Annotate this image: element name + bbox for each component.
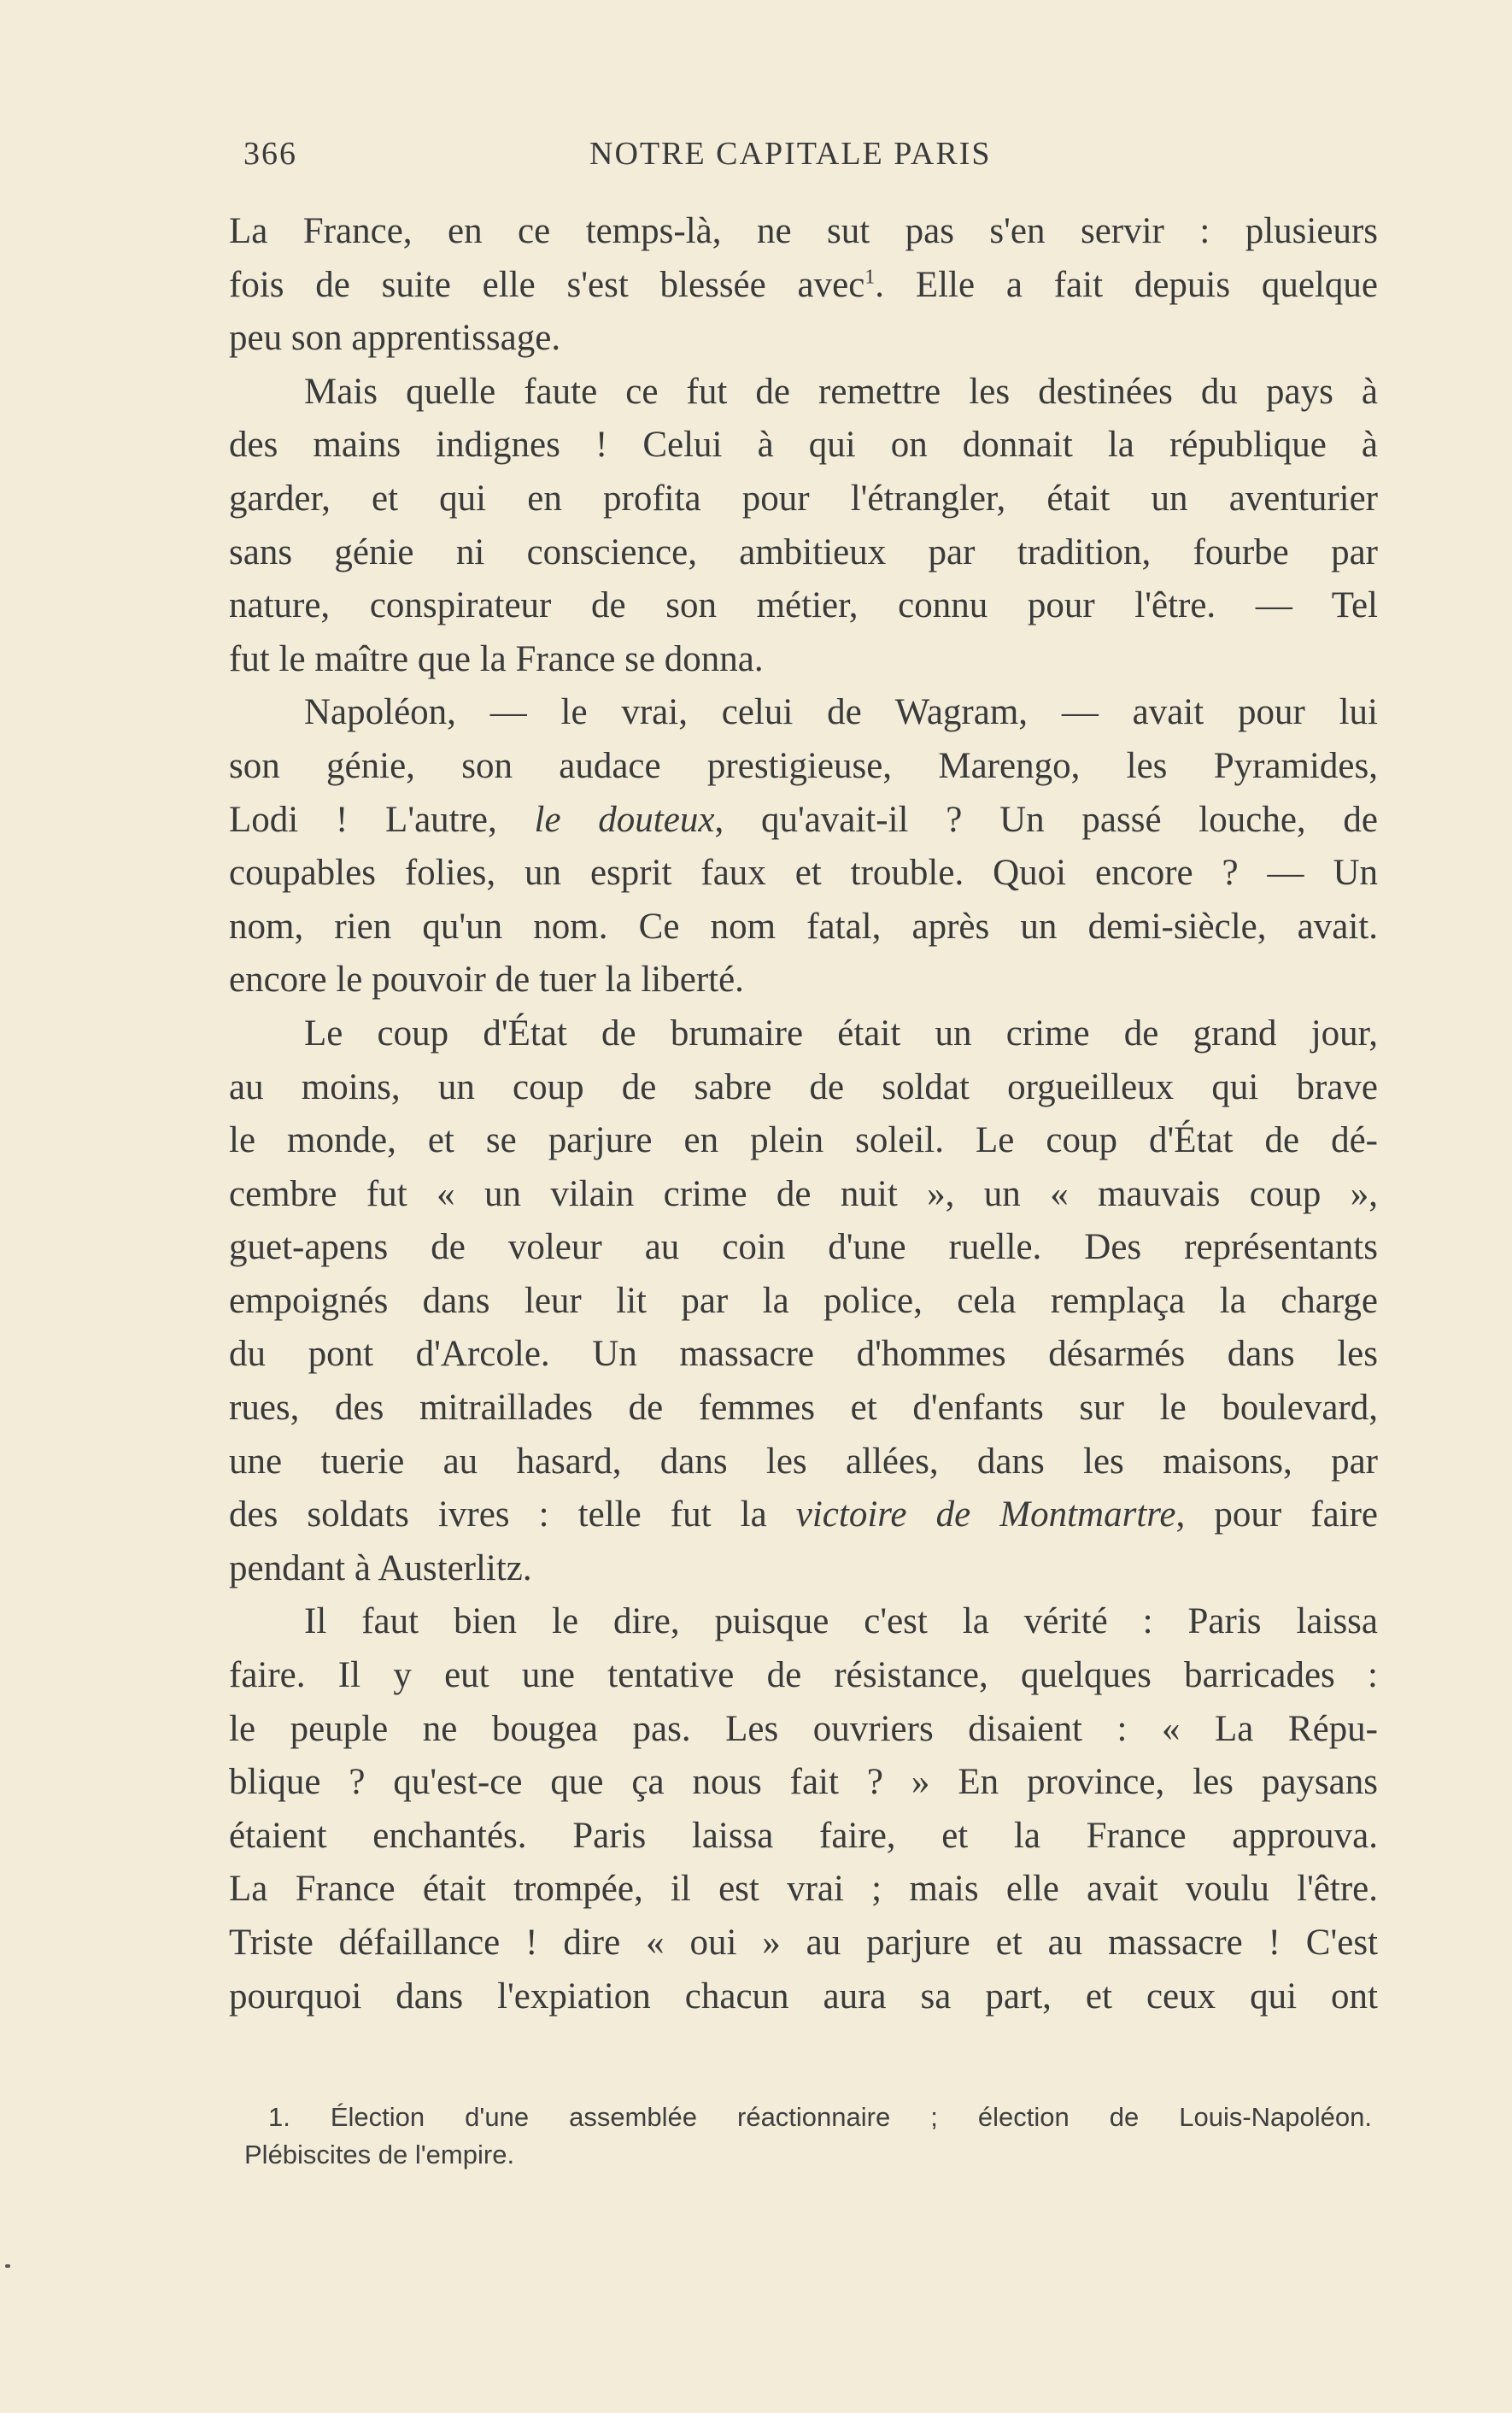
text-line-main: Triste défaillance ! dire « oui » au parjure et au massacre ! C'est <box>229 1923 1378 1963</box>
text-line-main: le monde, et se parjure en plein soleil. Le coup d'État de dé- <box>229 1120 1378 1161</box>
text-line <box>229 1649 1378 1703</box>
text-line <box>229 366 1378 420</box>
text-line-main: rues, des mitraillades de femmes et d'enfants sur le boulevard, <box>229 1388 1378 1429</box>
text-line <box>229 1488 1378 1542</box>
body-text <box>229 205 1378 2023</box>
text-line-tail: , pour faire <box>1175 1494 1379 1535</box>
footnotes <box>244 2099 1372 2174</box>
text-line-main: une tuerie au hasard, dans les allées, dans les maisons, par <box>229 1441 1378 1482</box>
text-line <box>229 526 1378 580</box>
footnote-line: 1. Élection d'une assemblée réactionnaire ; élection de Louis-Napoléon. <box>268 2102 1372 2132</box>
text-line <box>229 794 1378 848</box>
italic-phrase: victoire de Montmartre <box>795 1494 1176 1535</box>
text-line <box>229 1595 1378 1649</box>
text-line <box>229 579 1378 633</box>
text-line-main: des mains indignes ! Celui à qui on donnait la république à <box>229 425 1378 466</box>
text-line-main: sans génie ni conscience, ambitieux par tradition, fourbe par <box>229 531 1378 572</box>
text-line-main: fut le maître que la France se donna. <box>229 638 764 679</box>
running-title: NOTRE CAPITALE PARIS <box>589 136 992 172</box>
text-line <box>229 740 1378 794</box>
text-line <box>229 901 1378 954</box>
print-speck <box>5 2264 10 2268</box>
text-line <box>229 1275 1378 1329</box>
text-line-main: Le coup d'État de brumaire était un crime de grand jour, <box>304 1013 1378 1054</box>
text-line <box>229 312 1378 366</box>
text-line <box>229 419 1378 473</box>
text-line-main: pendant à Austerlitz. <box>229 1547 532 1588</box>
text-line-main: son génie, son audace prestigieuse, Marengo, les Pyramides, <box>229 745 1378 786</box>
text-line-main: des soldats ivres : telle fut la <box>229 1494 796 1535</box>
italic-phrase: le douteux <box>534 799 715 840</box>
text-line <box>229 259 1378 313</box>
text-line-main: peu son apprentissage. <box>229 318 561 359</box>
text-line <box>229 473 1378 526</box>
text-line-main: coupables folies, un esprit faux et trouble. Quoi encore ? — Un <box>229 853 1378 894</box>
text-line <box>229 1061 1378 1115</box>
text-line-main: nom, rien qu'un nom. Ce nom fatal, après un demi-siècle, avait. <box>229 906 1378 947</box>
text-line <box>229 1114 1378 1168</box>
running-header <box>243 135 1388 186</box>
text-line-main: La France, en ce temps-là, ne sut pas s'en servir : plusieurs <box>229 211 1378 251</box>
text-line <box>229 686 1378 740</box>
text-line-main: fois de suite elle s'est blessée avec <box>229 264 865 305</box>
text-line-main: Lodi ! L'autre, <box>229 799 535 840</box>
text-line-main: garder, et qui en profita pour l'étrangler, était un aventurier <box>229 478 1378 519</box>
footnote-line: Plébiscites de l'empire. <box>244 2140 515 2169</box>
text-line <box>229 1703 1378 1757</box>
text-line-main: Napoléon, — le vrai, celui de Wagram, — avait pour lui <box>304 692 1378 733</box>
text-line <box>229 205 1378 259</box>
text-line-main: Il faut bien le dire, puisque c'est la vérité : Paris laissa <box>304 1601 1378 1642</box>
text-line-main: faire. Il y eut une tentative de résistance, quelques barricades : <box>229 1655 1378 1696</box>
text-line <box>229 1435 1378 1489</box>
text-line <box>229 1542 1378 1596</box>
text-line <box>229 633 1378 687</box>
text-line-main: empoignés dans leur lit par la police, cela remplaça la charge <box>229 1280 1378 1321</box>
text-line <box>229 1810 1378 1864</box>
text-line <box>229 1221 1378 1275</box>
text-line-main: La France était trompée, il est vrai ; mais elle avait voulu l'être. <box>229 1869 1378 1910</box>
text-line <box>229 1007 1378 1061</box>
text-line-main: Mais quelle faute ce fut de remettre les destinées du pays à <box>304 371 1378 412</box>
text-line <box>229 1168 1378 1222</box>
text-line <box>229 954 1378 1007</box>
text-line-main: cembre fut « un vilain crime de nuit », un « mauvais coup », <box>229 1173 1378 1214</box>
text-line <box>229 1917 1378 1970</box>
text-line-main: blique ? qu'est-ce que ça nous fait ? » En province, les paysans <box>229 1762 1378 1803</box>
text-line-main: au moins, un coup de sabre de soldat orgueilleux qui brave <box>229 1066 1378 1107</box>
text-line-main: guet-apens de voleur au coin d'une ruelle. Des représentants <box>229 1227 1378 1268</box>
page-number: 366 <box>243 136 297 172</box>
text-line-tail: . Elle a fait depuis quelque <box>875 264 1378 305</box>
text-line-main: encore le pouvoir de tuer la liberté. <box>229 960 744 1001</box>
text-line <box>229 1970 1378 2024</box>
text-line-main: le peuple ne bougea pas. Les ouvriers disaient : « La Répu- <box>229 1708 1378 1749</box>
footnote-marker: 1 <box>864 266 876 289</box>
text-line <box>229 1756 1378 1810</box>
text-line-main: du pont d'Arcole. Un massacre d'hommes désarmés dans les <box>229 1334 1378 1375</box>
text-line <box>229 1863 1378 1917</box>
text-line-main: étaient enchantés. Paris laissa faire, et la France approuva. <box>229 1815 1378 1856</box>
text-line <box>229 1328 1378 1382</box>
text-line <box>229 847 1378 901</box>
text-line-main: nature, conspirateur de son métier, connu pour l'être. — Tel <box>229 585 1378 626</box>
text-line-tail: , qu'avait-il ? Un passé louche, de <box>714 799 1378 840</box>
text-line <box>229 1382 1378 1435</box>
text-line-main: pourquoi dans l'expiation chacun aura sa part, et ceux qui ont <box>229 1976 1378 2017</box>
